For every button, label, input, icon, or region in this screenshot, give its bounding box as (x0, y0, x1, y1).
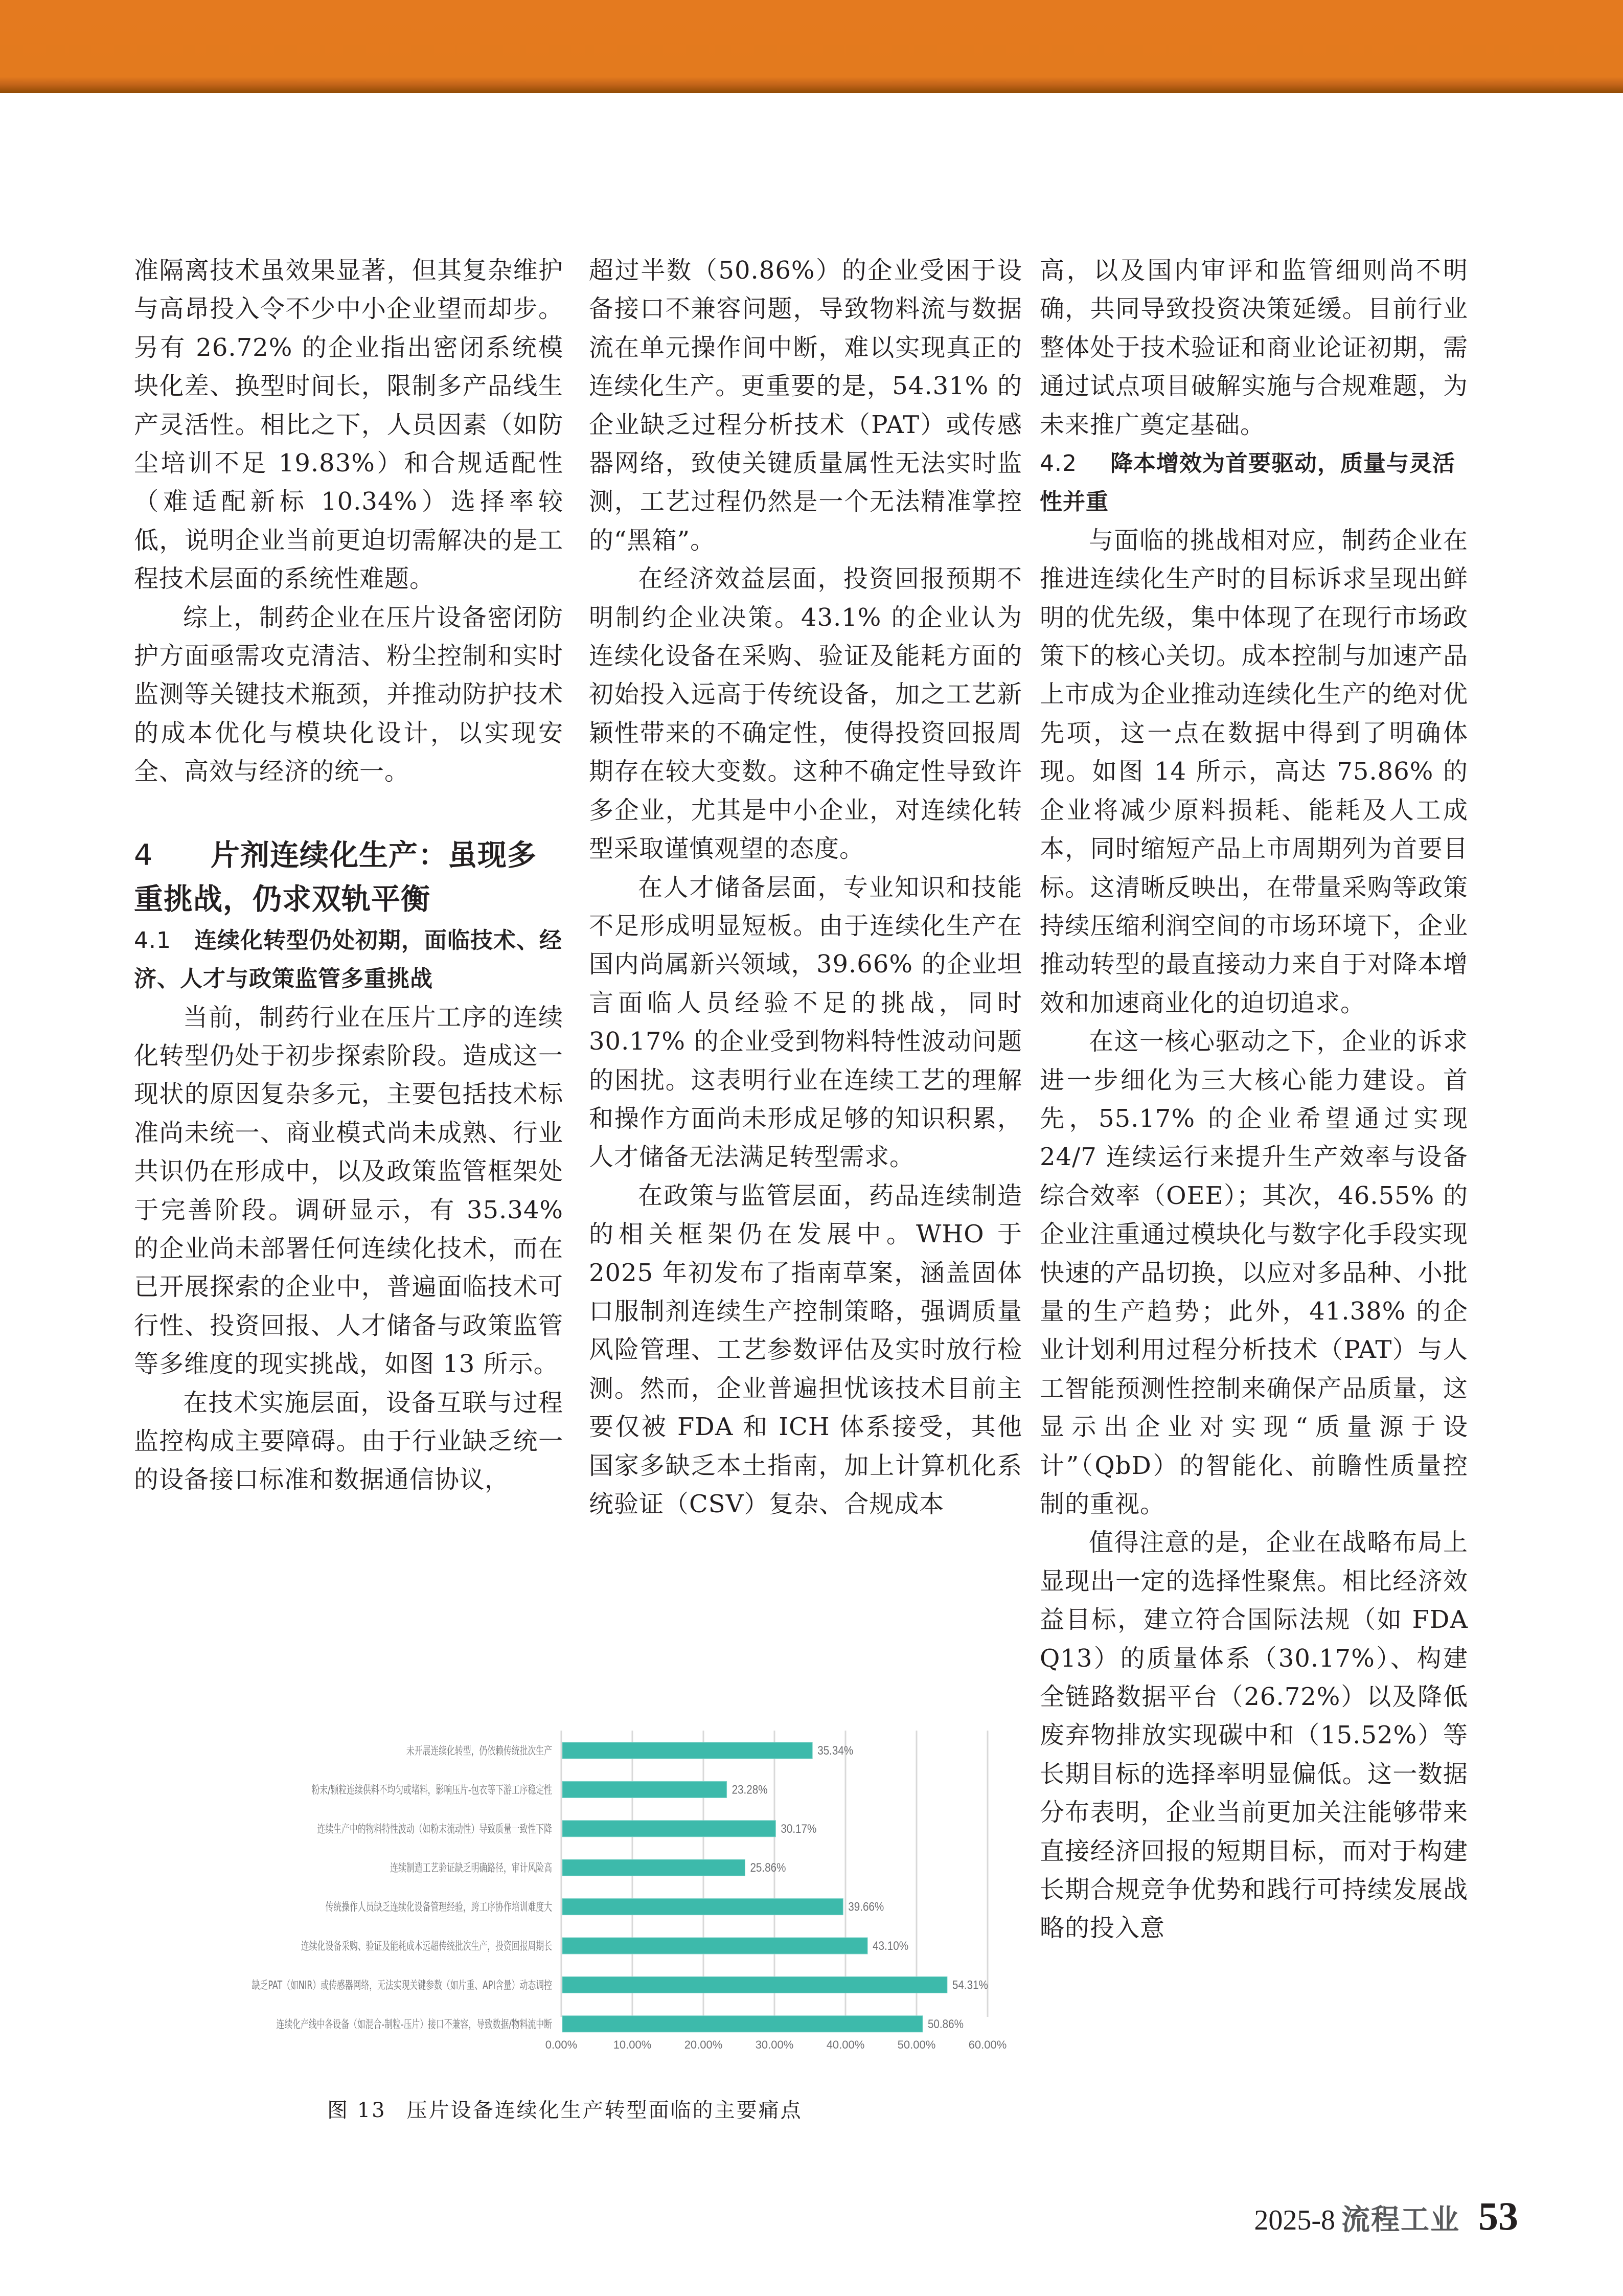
section-heading-4 (134, 833, 563, 921)
paragraph: 与面临的挑战相对应，制药企业在推进连续化生产时的目标诉求呈现出鲜明的优先级，集中体现了在现行市场政策下的核心关切。成本控制与加速产品上市成为企业推动连续化生产的绝对优先项，这一点在数据中得到了明确体现。如图 14 所示，高达 75.86% 的企业将减少原料损耗、能耗及人工成本，同时缩短产品上市周期列为首要目标。这清晰反映出，在带量采购等政策持续压缩利润空间的市场环境下，企业推动转型的最直接动力来自于对降本增效和加速商业化的迫切追求。 (1040, 526, 1468, 1017)
category-label: 连续生产中的物料特性波动（如粉末流动性）导致质量一致性下降 (317, 1823, 552, 1836)
subsection-title: 降本增效为首要驱动，质量与灵活性并重 (1040, 450, 1455, 515)
bar (562, 1938, 867, 1954)
section-title: 片剂连续化生产：虽现多重挑战，仍求双轨平衡 (134, 838, 537, 916)
page-footer (1254, 2193, 1518, 2238)
paragraph: 在经济效益层面，投资回报预期不明制约企业决策。43.1% 的企业认为连续化设备在采购、验证及能耗方面的初始投入远高于传统设备，加之工艺新颖性带来的不确定性，使得投资回报周期存在较大变数。这种不确定性导致许多企业，尤其是中小企业，对连续化转型采取谨慎观望的态度。 (589, 564, 1022, 863)
paragraph: 当前，制药行业在压片工序的连续化转型仍处于初步探索阶段。造成这一现状的原因复杂多元，主要包括技术标准尚未统一、商业模式尚未成熟、行业共识仍在形成中，以及政策监管框架处于完善阶段。调研显示，有 35.34% 的企业尚未部署任何连续化技术，而在已开展探索的企业中，普遍面临技术可行性、投资回报、人才储备与政策监管等多维度的现实挑战，如图 13 所示。 (134, 1003, 563, 1379)
column-3 (1040, 252, 1468, 1948)
data-label: 30.17% (781, 1822, 817, 1836)
column-1 (134, 252, 563, 1499)
figure-label: 图 13 (327, 2099, 386, 2122)
issue-number: 2025-8 (1254, 2204, 1335, 2236)
category-label: 连续化设备采购、验证及能耗成本远超传统批次生产，投资回报周期长 (301, 1940, 552, 1953)
subsection-title: 连续化转型仍处初期，面临技术、经济、人才与政策监管多重挑战 (134, 927, 562, 992)
data-label: 35.34% (817, 1744, 854, 1758)
figure-13-bar-chart (134, 1708, 1013, 2065)
chart-canvas (134, 1708, 1013, 2065)
x-tick-label: 10.00% (613, 2038, 652, 2051)
subsection-number: 4.2 (1040, 450, 1077, 477)
section-number: 4 (134, 838, 153, 872)
x-tick-label: 50.00% (897, 2038, 936, 2051)
paragraph: 高，以及国内审评和监管细则尚不明确，共同导致投资决策延缓。目前行业整体处于技术验证和商业论证初期，需通过试点项目破解实施与合规难题，为未来推广奠定基础。 (1040, 256, 1468, 439)
category-label: 连续制造工艺验证缺乏明确路径，审计风险高 (390, 1862, 552, 1875)
figure-caption (327, 2094, 803, 2123)
bar (562, 1781, 727, 1798)
page-number: 53 (1478, 2194, 1518, 2238)
bar (562, 1859, 745, 1876)
data-label: 43.10% (873, 1939, 909, 1953)
bar (562, 1899, 843, 1915)
paragraph: 准隔离技术虽效果显著，但其复杂维护与高昂投入令不少中小企业望而却步。另有 26.72% 的企业指出密闭系统模块化差、换型时间长，限制多产品线生产灵活性。相比之下，人员因素（如防尘培训不足 19.83%）和合规适配性（难适配新标 10.34%）选择率较低，说明企业当前更迫切需解决的是工程技术层面的系统性难题。 (134, 256, 563, 594)
header-band (0, 0, 1623, 93)
subsection-number: 4.1 (134, 927, 171, 953)
data-label: 23.28% (732, 1783, 768, 1797)
column-2 (589, 252, 1022, 1524)
x-tick-label: 20.00% (684, 2038, 723, 2051)
x-tick-label: 60.00% (968, 2038, 1007, 2051)
data-label: 39.66% (848, 1900, 884, 1914)
data-label: 54.31% (952, 1978, 988, 1992)
bar (562, 2016, 923, 2032)
category-label: 未开展连续化转型，仍依赖传统批次生产 (406, 1745, 552, 1758)
paragraph: 在人才储备层面，专业知识和技能不足形成明显短板。由于连续化生产在国内尚属新兴领域，39.66% 的企业坦言面临人员经验不足的挑战，同时 30.17% 的企业受到物料特性波动问题的困扰。这表明行业在连续工艺的理解和操作方面尚未形成足够的知识积累，人才储备无法满足转型需求。 (589, 873, 1022, 1172)
category-label: 传统操作人员缺乏连续化设备管理经验，跨工序协作培训难度大 (325, 1901, 552, 1914)
paragraph: 在政策与监管层面，药品连续制造的相关框架仍在发展中。WHO 于 2025 年初发布了指南草案，涵盖固体口服制剂连续生产控制策略，强调质量风险管理、工艺参数评估及实时放行检测。然而，企业普遍担忧该技术目前主要仅被 FDA 和 ICH 体系接受，其他国家多缺乏本土指南，加上计算机化系统验证（CSV）复杂、合规成本 (589, 1181, 1022, 1518)
x-tick-label: 30.00% (755, 2038, 794, 2051)
category-label: 粉末/颗粒连续供料不均匀或堵料，影响压片-包衣等下游工序稳定性 (311, 1784, 552, 1797)
bar (562, 1821, 775, 1837)
category-label: 连续化产线中各设备（如混合-制粒-压片）接口不兼容，导致数据/物料流中断 (276, 2018, 552, 2031)
data-label: 50.86% (927, 2017, 964, 2031)
paragraph: 在这一核心驱动之下，企业的诉求进一步细化为三大核心能力建设。首先，55.17% 的企业希望通过实现 24/7 连续运行来提升生产效率与设备综合效率（OEE）；其次，46.55% 的企业注重通过模块化与数字化手段实现快速的产品切换，以应对多品种、小批量的生产趋势；此外，41.38% 的企业计划利用过程分析技术（PAT）与人工智能预测性控制来确保产品质量，这显示出企业对实现“质量源于设计”（QbD）的智能化、前瞻性质量控制的重视。 (1040, 1027, 1468, 1518)
subsection-heading-4-1 (134, 921, 563, 998)
subsection-heading-4-2 (1040, 444, 1468, 521)
x-tick-label: 40.00% (826, 2038, 865, 2051)
paragraph: 超过半数（50.86%）的企业受困于设备接口不兼容问题，导致物料流与数据流在单元操作间中断，难以实现真正的连续化生产。更重要的是，54.31% 的企业缺乏过程分析技术（PAT）或传感器网络，致使关键质量属性无法实时监测，工艺过程仍然是一个无法精准掌控的“黑箱”。 (589, 256, 1022, 555)
magazine-name: 流程工业 (1341, 2203, 1460, 2237)
paragraph: 值得注意的是，企业在战略布局上显现出一定的选择性聚焦。相比经济效益目标，建立符合国际法规（如 FDA Q13）的质量体系（30.17%）、构建全链路数据平台（26.72%）以及降低废弃物排放实现碳中和（15.52%）等长期目标的选择率明显偏低。这一数据分布表明，企业当前更加关注能够带来直接经济回报的短期目标，而对于构建长期合规竞争优势和践行可持续发展战略的投入意 (1040, 1528, 1468, 1943)
paragraph: 综上，制药企业在压片设备密闭防护方面亟需攻克清洁、粉尘控制和实时监测等关键技术瓶颈，并推动防护技术的成本优化与模块化设计，以实现安全、高效与经济的统一。 (134, 603, 563, 786)
paragraph: 在技术实施层面，设备互联与过程监控构成主要障碍。由于行业缺乏统一的设备接口标准和数据通信协议， (134, 1388, 563, 1494)
bar (562, 1976, 947, 1993)
figure-title: 压片设备连续化生产转型面临的主要痛点 (406, 2099, 803, 2122)
category-label: 缺乏PAT（如NIR）或传感器网络，无法实现关键参数（如片重、API含量）动态调控 (252, 1979, 552, 1992)
data-label: 25.86% (750, 1861, 786, 1875)
bar (562, 1742, 812, 1759)
x-tick-label: 0.00% (545, 2038, 578, 2051)
